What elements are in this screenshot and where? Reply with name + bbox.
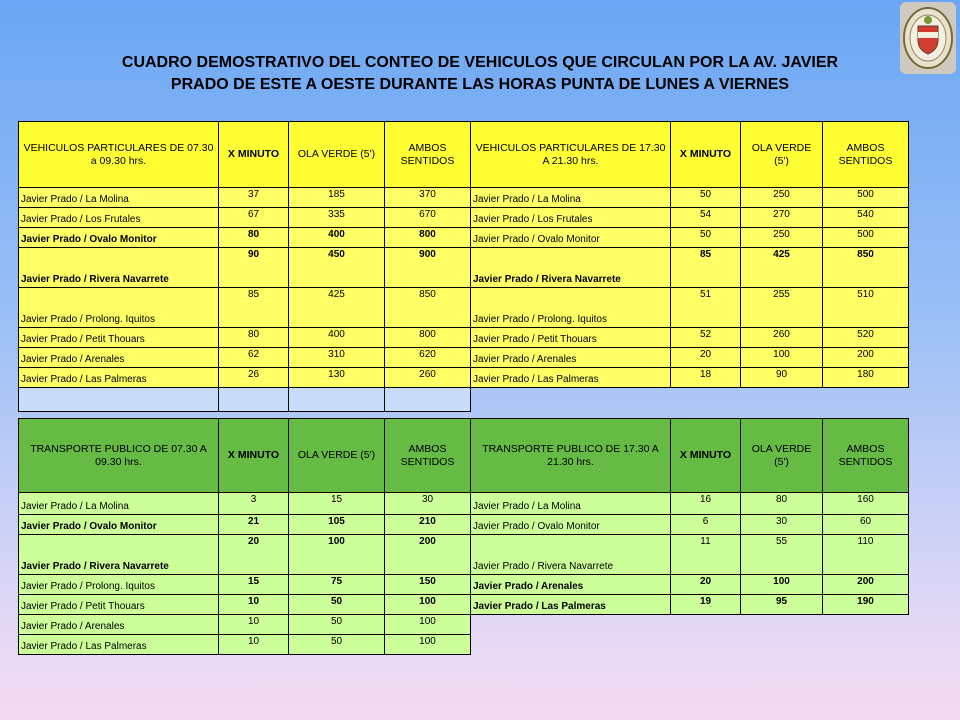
x-minuto-cell: 20 (671, 575, 741, 595)
table-row (19, 615, 909, 635)
empty-cell (671, 635, 741, 655)
empty-cell (471, 388, 671, 412)
ola-verde-cell: 425 (289, 288, 385, 328)
ola-verde-cell: 260 (741, 328, 823, 348)
ola-verde-cell: 450 (289, 248, 385, 288)
location-cell: Javier Prado / Prolong. Iquitos (19, 575, 219, 595)
table-row (19, 368, 909, 388)
location-cell: Javier Prado / Las Palmeras (19, 368, 219, 388)
x-minuto-cell: 80 (219, 328, 289, 348)
table-row (19, 288, 909, 328)
ambos-sentidos-cell: 850 (385, 288, 471, 328)
location-cell: Javier Prado / Rivera Navarrete (471, 535, 671, 575)
table-row (19, 535, 909, 575)
ambos-sentidos-cell: 800 (385, 328, 471, 348)
header-x-minuto: X MINUTO (219, 419, 289, 493)
table-row (19, 348, 909, 368)
ambos-sentidos-cell: 500 (823, 188, 909, 208)
x-minuto-cell: 3 (219, 493, 289, 515)
location-cell: Javier Prado / Petit Thouars (19, 595, 219, 615)
ambos-sentidos-cell: 500 (823, 228, 909, 248)
header-ambos-sentidos: AMBOS SENTIDOS (385, 122, 471, 188)
x-minuto-cell: 15 (219, 575, 289, 595)
header-ambos-sentidos: AMBOS SENTIDOS (823, 419, 909, 493)
empty-cell (671, 615, 741, 635)
ambos-sentidos-cell: 620 (385, 348, 471, 368)
spacer-cell (385, 388, 471, 412)
ambos-sentidos-cell: 180 (823, 368, 909, 388)
ambos-sentidos-cell: 110 (823, 535, 909, 575)
header-x-minuto: X MINUTO (219, 122, 289, 188)
location-cell: Javier Prado / La Molina (471, 493, 671, 515)
title-line-2: PRADO DE ESTE A OESTE DURANTE LAS HORAS PUNTA DE LUNES A VIERNES (170, 76, 790, 93)
ola-verde-cell: 335 (289, 208, 385, 228)
location-cell: Javier Prado / Rivera Navarrete (19, 248, 219, 288)
x-minuto-cell: 19 (671, 595, 741, 615)
header-x-minuto: X MINUTO (671, 122, 741, 188)
x-minuto-cell: 6 (671, 515, 741, 535)
ambos-sentidos-cell: 670 (385, 208, 471, 228)
particulares-table (18, 121, 909, 412)
x-minuto-cell: 20 (671, 348, 741, 368)
location-cell: Javier Prado / Las Palmeras (19, 635, 219, 655)
ola-verde-cell: 400 (289, 328, 385, 348)
location-cell: Javier Prado / Arenales (471, 575, 671, 595)
ambos-sentidos-cell: 160 (823, 493, 909, 515)
empty-cell (823, 615, 909, 635)
ambos-sentidos-cell: 210 (385, 515, 471, 535)
empty-cell (471, 615, 671, 635)
location-cell: Javier Prado / Arenales (19, 348, 219, 368)
ambos-sentidos-cell: 100 (385, 595, 471, 615)
ambos-sentidos-cell: 510 (823, 288, 909, 328)
table-row (19, 635, 909, 655)
header-ola-verde: OLA VERDE (5') (741, 122, 823, 188)
header-left-period: VEHICULOS PARTICULARES DE 07.30 a 09.30 hrs. (19, 122, 219, 188)
ola-verde-cell: 270 (741, 208, 823, 228)
x-minuto-cell: 67 (219, 208, 289, 228)
ola-verde-cell: 105 (289, 515, 385, 535)
table-row (19, 595, 909, 615)
location-cell: Javier Prado / Petit Thouars (19, 328, 219, 348)
x-minuto-cell: 52 (671, 328, 741, 348)
location-cell: Javier Prado / Ovalo Monitor (471, 515, 671, 535)
table-row (19, 515, 909, 535)
ambos-sentidos-cell: 200 (385, 535, 471, 575)
empty-cell (823, 388, 909, 412)
location-cell: Javier Prado / Arenales (471, 348, 671, 368)
header-ola-verde: OLA VERDE (5') (741, 419, 823, 493)
publico-table (18, 418, 909, 655)
location-cell: Javier Prado / Petit Thouars (471, 328, 671, 348)
ola-verde-cell: 15 (289, 493, 385, 515)
location-cell: Javier Prado / Prolong. Iquitos (471, 288, 671, 328)
ola-verde-cell: 250 (741, 188, 823, 208)
header-ambos-sentidos: AMBOS SENTIDOS (385, 419, 471, 493)
x-minuto-cell: 50 (671, 228, 741, 248)
ola-verde-cell: 185 (289, 188, 385, 208)
location-cell: Javier Prado / La Molina (19, 493, 219, 515)
header-right-period: TRANSPORTE PUBLICO DE 17.30 A 21.30 hrs. (471, 419, 671, 493)
ola-verde-cell: 90 (741, 368, 823, 388)
header-ambos-sentidos: AMBOS SENTIDOS (823, 122, 909, 188)
location-cell: Javier Prado / Rivera Navarrete (19, 535, 219, 575)
ola-verde-cell: 425 (741, 248, 823, 288)
x-minuto-cell: 20 (219, 535, 289, 575)
location-cell: Javier Prado / Arenales (19, 615, 219, 635)
location-cell: Javier Prado / Ovalo Monitor (19, 515, 219, 535)
x-minuto-cell: 50 (671, 188, 741, 208)
x-minuto-cell: 11 (671, 535, 741, 575)
x-minuto-cell: 54 (671, 208, 741, 228)
x-minuto-cell: 10 (219, 595, 289, 615)
page-title (40, 52, 920, 96)
ambos-sentidos-cell: 900 (385, 248, 471, 288)
ola-verde-cell: 310 (289, 348, 385, 368)
x-minuto-cell: 85 (219, 288, 289, 328)
location-cell: Javier Prado / Las Palmeras (471, 368, 671, 388)
spacer-row (19, 388, 909, 412)
x-minuto-cell: 80 (219, 228, 289, 248)
ambos-sentidos-cell: 60 (823, 515, 909, 535)
spacer-cell (219, 388, 289, 412)
ambos-sentidos-cell: 100 (385, 635, 471, 655)
empty-cell (823, 635, 909, 655)
empty-cell (471, 635, 671, 655)
location-cell: Javier Prado / La Molina (471, 188, 671, 208)
ambos-sentidos-cell: 260 (385, 368, 471, 388)
table-row (19, 575, 909, 595)
table-header-row (19, 419, 909, 493)
empty-cell (671, 388, 741, 412)
location-cell: Javier Prado / Prolong. Iquitos (19, 288, 219, 328)
table-row (19, 493, 909, 515)
spacer-cell (19, 388, 219, 412)
ambos-sentidos-cell: 520 (823, 328, 909, 348)
empty-cell (741, 615, 823, 635)
location-cell: Javier Prado / Ovalo Monitor (19, 228, 219, 248)
header-ola-verde: OLA VERDE (5') (289, 122, 385, 188)
ola-verde-cell: 50 (289, 635, 385, 655)
table-header-row (19, 122, 909, 188)
x-minuto-cell: 51 (671, 288, 741, 328)
header-x-minuto: X MINUTO (671, 419, 741, 493)
ambos-sentidos-cell: 800 (385, 228, 471, 248)
spacer-cell (289, 388, 385, 412)
empty-cell (741, 635, 823, 655)
ambos-sentidos-cell: 100 (385, 615, 471, 635)
x-minuto-cell: 62 (219, 348, 289, 368)
title-line-1: CUADRO DEMOSTRATIVO DEL CONTEO DE VEHICULOS QUE CIRCULAN POR LA AV. JAVIER (121, 54, 839, 71)
ola-verde-cell: 95 (741, 595, 823, 615)
table-row (19, 248, 909, 288)
ambos-sentidos-cell: 850 (823, 248, 909, 288)
ola-verde-cell: 50 (289, 595, 385, 615)
x-minuto-cell: 21 (219, 515, 289, 535)
ambos-sentidos-cell: 190 (823, 595, 909, 615)
table-row (19, 188, 909, 208)
ola-verde-cell: 400 (289, 228, 385, 248)
location-cell: Javier Prado / La Molina (19, 188, 219, 208)
x-minuto-cell: 90 (219, 248, 289, 288)
empty-cell (741, 388, 823, 412)
x-minuto-cell: 10 (219, 615, 289, 635)
location-cell: Javier Prado / Rivera Navarrete (471, 248, 671, 288)
ambos-sentidos-cell: 150 (385, 575, 471, 595)
ambos-sentidos-cell: 200 (823, 348, 909, 368)
x-minuto-cell: 37 (219, 188, 289, 208)
ola-verde-cell: 100 (289, 535, 385, 575)
x-minuto-cell: 18 (671, 368, 741, 388)
ola-verde-cell: 55 (741, 535, 823, 575)
ola-verde-cell: 100 (741, 348, 823, 368)
header-left-period: TRANSPORTE PUBLICO DE 07.30 A 09.30 hrs. (19, 419, 219, 493)
x-minuto-cell: 26 (219, 368, 289, 388)
table-row (19, 328, 909, 348)
x-minuto-cell: 16 (671, 493, 741, 515)
header-right-period: VEHICULOS PARTICULARES DE 17.30 A 21.30 hrs. (471, 122, 671, 188)
header-ola-verde: OLA VERDE (5') (289, 419, 385, 493)
ola-verde-cell: 255 (741, 288, 823, 328)
location-cell: Javier Prado / Las Palmeras (471, 595, 671, 615)
table-row (19, 228, 909, 248)
location-cell: Javier Prado / Los Frutales (19, 208, 219, 228)
ola-verde-cell: 100 (741, 575, 823, 595)
location-cell: Javier Prado / Ovalo Monitor (471, 228, 671, 248)
ambos-sentidos-cell: 30 (385, 493, 471, 515)
ambos-sentidos-cell: 370 (385, 188, 471, 208)
police-seal-icon (900, 2, 956, 74)
ola-verde-cell: 250 (741, 228, 823, 248)
ola-verde-cell: 30 (741, 515, 823, 535)
ola-verde-cell: 50 (289, 615, 385, 635)
ola-verde-cell: 80 (741, 493, 823, 515)
ambos-sentidos-cell: 540 (823, 208, 909, 228)
x-minuto-cell: 85 (671, 248, 741, 288)
x-minuto-cell: 10 (219, 635, 289, 655)
ola-verde-cell: 75 (289, 575, 385, 595)
location-cell: Javier Prado / Los Frutales (471, 208, 671, 228)
ambos-sentidos-cell: 200 (823, 575, 909, 595)
table-row (19, 208, 909, 228)
ola-verde-cell: 130 (289, 368, 385, 388)
